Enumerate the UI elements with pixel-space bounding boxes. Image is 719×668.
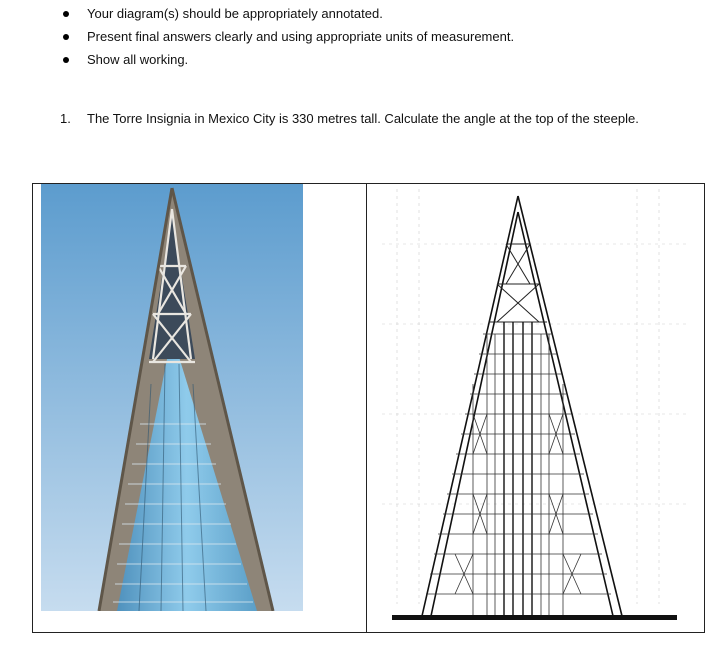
instruction-text: Your diagram(s) should be appropriately annotated.: [87, 6, 383, 21]
tower-photo: [41, 184, 303, 611]
instruction-text: Present final answers clearly and using appropriate units of measurement.: [87, 29, 515, 44]
ground-line: [392, 615, 677, 620]
bullet-icon: [63, 11, 69, 17]
core-columns: [504, 322, 532, 616]
instruction-list: [60, 4, 514, 73]
outer-triangle: [422, 196, 622, 616]
instruction-item: [60, 27, 514, 50]
question-text: The Torre Insignia in Mexico City is 330 metres tall. Calculate the angle at the top of the steeple.: [87, 111, 639, 126]
instruction-item: [60, 50, 514, 73]
tower-elevation-drawing: [367, 184, 704, 632]
question-1: [60, 108, 700, 129]
bullet-icon: [63, 34, 69, 40]
bullet-icon: [63, 57, 69, 63]
instruction-text: Show all working.: [87, 52, 189, 67]
faint-grid: [382, 189, 687, 604]
instruction-item: [60, 4, 514, 27]
floor-lines: [426, 334, 611, 594]
question-number: 1.: [60, 111, 71, 126]
